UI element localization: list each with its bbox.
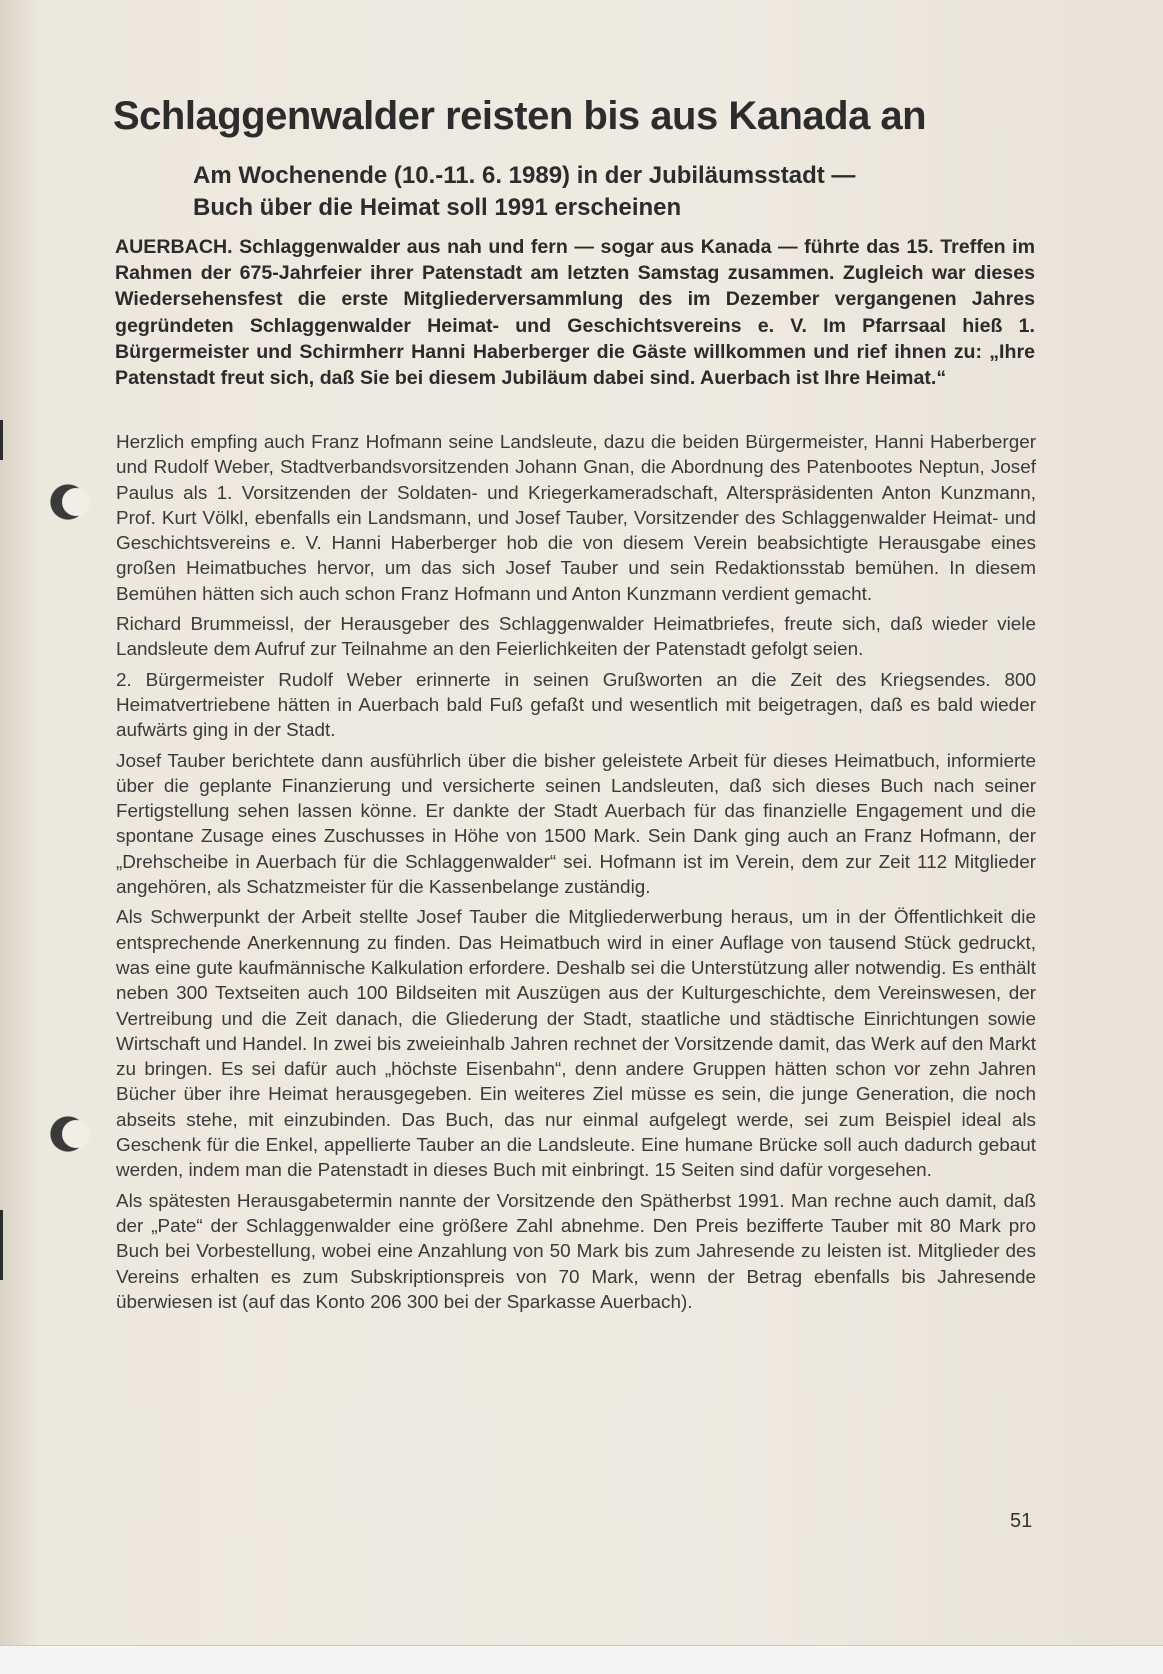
body-paragraph: Richard Brummeissl, der Herausgeber des Schlaggenwalder Heimatbriefes, freute sich, daß wieder viele Landsleute dem Aufruf zur Teilnahme an den Feierlichkeiten der Patenstadt gefolgt seien.: [116, 614, 1036, 661]
binder-hole-icon: [50, 1112, 90, 1156]
body-paragraph: Josef Tauber berichtete dann ausführlich über die bisher geleistete Arbeit für dieses Heimatbuch, informierte über die geplante Finanzierung und versicherte seinen Landsleuten, daß sich dieses Buch nach seiner Fertigstellung sehen lassen könne. Er dankte der Stadt Auerbach für das finanzielle Engagement und die spontane Zusage eines Zuschusses in Höhe von 1500 Mark. Sein Dank ging auch an Franz Hofmann, der „Drehscheibe in Auerbach für die Schlaggenwalder“ sei. Hofmann ist im Verein, dem zur Zeit 112 Mitglieder angehören, als Schatzmeister für die Kassenbelange zuständig.: [116, 750, 1036, 899]
subheadline: [193, 160, 1013, 224]
lead-paragraph: AUERBACH. Schlaggenwalder aus nah und fern — sogar aus Kanada — führte das 15. Treffen im Rahmen der 675-Jahrfeier ihrer Patenstadt am letzten Samstag zusammen. Zugleich war dieses Wiedersehensfest die erste Mitgliederversammlung des im Dezember vergangenen Jahres gegründeten Schlaggenwalder Heimat- und Geschichtsvereins e. V. Im Pfarrsaal hieß 1. Bürgermeister und Schirmherr Hanni Haberberger die Gäste willkommen und rief ihnen zu: „Ihre Patenstadt freut sich, daß Sie bei diesem Jubiläum dabei sind. Auerbach ist Ihre Heimat.“: [115, 236, 1035, 390]
spine-mark: [0, 420, 3, 460]
page-number: 51: [1010, 1510, 1033, 1532]
body-paragraph: Als spätesten Herausgabetermin nannte der Vorsitzende den Spätherbst 1991. Man rechne auch damit, daß der „Pate“ der Schlaggenwalder eine größere Zahl abnehme. Den Preis bezifferte Tauber mit 80 Mark pro Buch bei Vorbestellung, wobei eine Anzahlung von 50 Mark bis zum Jahresende zu leisten ist. Mitglieder des Vereins erhalten es zum Subskriptionspreis von 70 Mark, wenn der Betrag ebenfalls bis Jahresende überwiesen ist (auf das Konto 206 300 bei der Sparkasse Auerbach).: [116, 1190, 1036, 1313]
body-paragraph: Herzlich empfing auch Franz Hofmann seine Landsleute, dazu die beiden Bürgermeister, Hanni Haberberger und Rudolf Weber, Stadtverbandsvorsitzenden Johann Gnan, die Abordnung des Patenbootes Neptun, Josef Paulus als 1. Vorsitzenden der Soldaten- und Kriegerkameradschaft, Alterspräsidenten Anton Kunzmann, Prof. Kurt Völkl, ebenfalls ein Landsmann, und Josef Tauber, Vorsitzender des Schlaggenwalder Heimat- und Geschichtsvereins e. V. Hanni Haberberger hob die von diesem Verein beabsichtigte Herausgabe eines großen Heimatbuches hervor, um das sich Josef Tauber und sein Redaktionsstab bemühen. In diesem Bemühen hätten sich auch schon Franz Hofmann und Anton Kunzmann verdient gemacht.: [116, 432, 1036, 605]
spine-mark: [0, 1210, 3, 1280]
article-body: [116, 430, 1036, 1320]
body-paragraph: 2. Bürgermeister Rudolf Weber erinnerte in seinen Grußworten an die Zeit des Kriegsendes. 800 Heimatvertriebene hätten in Auerbach bald Fuß gefaßt und wesentlich mit beigetragen, daß es bald wieder aufwärts ging in der Stadt.: [116, 669, 1036, 742]
binder-hole-icon: [50, 480, 90, 524]
subheadline-line: Buch über die Heimat soll 1991 erscheinen: [193, 194, 682, 221]
body-paragraph: Als Schwerpunkt der Arbeit stellte Josef Tauber die Mitgliederwerbung heraus, um in der Öffentlichkeit die entsprechende Anerkennung zu finden. Das Heimatbuch wird in einer Auflage von tausend Stück gedruckt, was eine gute kaufmännische Kalkulation erfordere. Deshalb sei die Unterstützung aller notwendig. Es enthält neben 300 Textseiten auch 100 Bildseiten mit Auszügen aus der Kulturgeschichte, dem Vereinswesen, der Vertreibung und die Zeit danach, die Gliederung der Stadt, staatliche und städtische Einrichtungen sowie Wirtschaft und Handel. In zwei bis zweieinhalb Jahren rechnet der Vorsitzende damit, das Werk auf den Markt zu bringen. Es sei dafür auch „höchste Eisenbahn“, denn andere Gruppen hätten schon vor zehn Jahren Bücher über ihre Heimat herausgegeben. Ein weiteres Ziel müsse es sein, die junge Generation, die noch abseits stehe, mit einzubinden. Das Buch, das nur einmal aufgelegt werde, sei zum Beispiel ideal als Geschenk für die Enkel, appellierte Tauber an die Landsleute. Eine humane Brücke soll auch dadurch gebaut werden, indem man die Patenstadt in dieses Buch mit einbringt. 15 Seiten sind dafür vorgesehen.: [116, 907, 1036, 1182]
subheadline-line: Am Wochenende (10.-11. 6. 1989) in der Jubiläumsstadt —: [193, 162, 856, 189]
headline: Schlaggenwalder reisten bis aus Kanada an: [113, 94, 927, 138]
page-edge: [0, 1645, 1163, 1674]
